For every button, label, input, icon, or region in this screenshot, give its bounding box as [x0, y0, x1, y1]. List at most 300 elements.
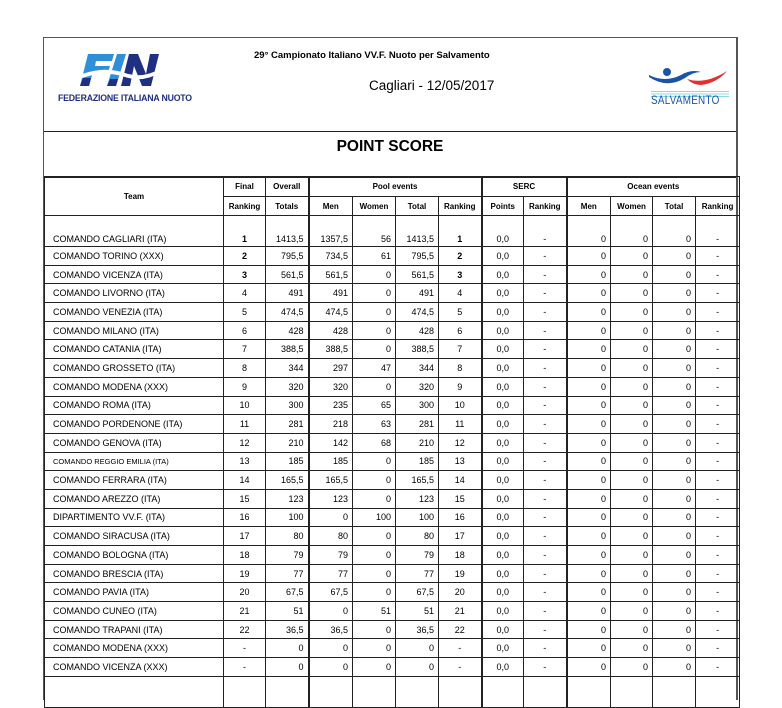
cell-overall: 0: [266, 639, 309, 658]
cell-empty: [696, 676, 740, 707]
cell-team: COMANDO VICENZA (XXX): [45, 658, 224, 677]
cell-pool-women: 0: [353, 620, 396, 639]
table-row-empty: [45, 676, 740, 707]
cell-ocean-men: 0: [567, 415, 611, 434]
cell-pool-women: 0: [353, 265, 396, 284]
cell-overall: 36,5: [266, 620, 309, 639]
cell-empty: [309, 676, 353, 707]
salvamento-logo-text: SALVAMENTO: [651, 95, 720, 107]
cell-team: COMANDO BRESCIA (ITA): [45, 564, 224, 583]
cell-pool-women: 51: [353, 602, 396, 621]
cell-ocean-men: 0: [567, 433, 611, 452]
event-place-date: Cagliari - 12/05/2017: [369, 78, 495, 93]
table-row: [45, 359, 740, 378]
cell-final: 15: [224, 489, 266, 508]
cell-serc-rank: -: [524, 620, 567, 639]
col-header-ocean-total: Total: [653, 197, 696, 216]
cell-ocean-men: 0: [567, 377, 611, 396]
cell-serc-rank: -: [524, 396, 567, 415]
cell-pool-rank: 22: [439, 620, 482, 639]
cell-serc-rank: -: [524, 321, 567, 340]
cell-empty: [653, 676, 696, 707]
cell-pool-women: 47: [353, 359, 396, 378]
cell-ocean-rank: -: [696, 508, 740, 527]
score-table-body: [45, 216, 740, 708]
cell-ocean-total: 0: [653, 620, 696, 639]
cell-ocean-women: 0: [611, 284, 653, 303]
table-row: [45, 527, 740, 546]
cell-serc-points: 0,0: [482, 284, 524, 303]
cell-final: 20: [224, 583, 266, 602]
cell-ocean-women: 0: [611, 564, 653, 583]
cell-pool-women: 100: [353, 508, 396, 527]
cell-overall: 210: [266, 433, 309, 452]
table-row: [45, 508, 740, 527]
table-row: [45, 415, 740, 434]
cell-team: COMANDO CAGLIARI (ITA): [45, 216, 224, 247]
cell-ocean-men: 0: [567, 602, 611, 621]
cell-pool-rank: 16: [439, 508, 482, 527]
page-title: POINT SCORE: [336, 138, 444, 155]
cell-pool-men: 165,5: [309, 471, 353, 490]
cell-serc-rank: -: [524, 452, 567, 471]
cell-pool-rank: 3: [439, 265, 482, 284]
cell-ocean-total: 0: [653, 546, 696, 565]
cell-serc-points: 0,0: [482, 564, 524, 583]
cell-overall: 51: [266, 602, 309, 621]
cell-ocean-women: 0: [611, 216, 653, 247]
cell-ocean-rank: -: [696, 396, 740, 415]
cell-final: -: [224, 658, 266, 677]
cell-ocean-women: 0: [611, 303, 653, 322]
cell-pool-women: 0: [353, 284, 396, 303]
cell-pool-men: 218: [309, 415, 353, 434]
cell-ocean-women: 0: [611, 340, 653, 359]
cell-team: COMANDO MILANO (ITA): [45, 321, 224, 340]
cell-overall: 428: [266, 321, 309, 340]
cell-overall: 185: [266, 452, 309, 471]
cell-ocean-rank: -: [696, 583, 740, 602]
cell-pool-rank: 20: [439, 583, 482, 602]
table-row: [45, 265, 740, 284]
cell-final: 19: [224, 564, 266, 583]
cell-final: 22: [224, 620, 266, 639]
cell-overall: 79: [266, 546, 309, 565]
col-header-ocean-women: Women: [611, 197, 653, 216]
cell-serc-points: 0,0: [482, 247, 524, 266]
table-row: [45, 658, 740, 677]
cell-pool-women: 0: [353, 639, 396, 658]
cell-pool-total: 100: [396, 508, 439, 527]
cell-pool-men: 1357,5: [309, 216, 353, 247]
table-row: [45, 489, 740, 508]
cell-final: 16: [224, 508, 266, 527]
cell-serc-points: 0,0: [482, 321, 524, 340]
cell-pool-men: 123: [309, 489, 353, 508]
cell-serc-points: 0,0: [482, 620, 524, 639]
cell-ocean-men: 0: [567, 216, 611, 247]
cell-pool-men: 80: [309, 527, 353, 546]
document-page: [43, 37, 738, 700]
cell-pool-men: 77: [309, 564, 353, 583]
cell-pool-rank: -: [439, 639, 482, 658]
cell-pool-rank: 12: [439, 433, 482, 452]
cell-team: COMANDO BOLOGNA (ITA): [45, 546, 224, 565]
cell-team: COMANDO CATANIA (ITA): [45, 340, 224, 359]
cell-final: 6: [224, 321, 266, 340]
cell-pool-total: 0: [396, 658, 439, 677]
cell-pool-women: 0: [353, 452, 396, 471]
table-row: [45, 546, 740, 565]
cell-pool-men: 0: [309, 602, 353, 621]
cell-team: COMANDO PORDENONE (ITA): [45, 415, 224, 434]
cell-final: 14: [224, 471, 266, 490]
cell-pool-total: 123: [396, 489, 439, 508]
cell-ocean-rank: -: [696, 340, 740, 359]
cell-pool-women: 0: [353, 658, 396, 677]
cell-ocean-men: 0: [567, 583, 611, 602]
cell-empty: [567, 676, 611, 707]
cell-ocean-total: 0: [653, 265, 696, 284]
cell-ocean-total: 0: [653, 303, 696, 322]
cell-ocean-rank: -: [696, 247, 740, 266]
table-row: [45, 620, 740, 639]
salvamento-swimmer-icon: [647, 63, 729, 89]
cell-pool-total: 165,5: [396, 471, 439, 490]
cell-overall: 80: [266, 527, 309, 546]
cell-serc-points: 0,0: [482, 583, 524, 602]
cell-serc-rank: -: [524, 508, 567, 527]
col-header-pool-men: Men: [309, 197, 353, 216]
table-row: [45, 321, 740, 340]
cell-pool-total: 428: [396, 321, 439, 340]
table-row: [45, 602, 740, 621]
cell-pool-total: 344: [396, 359, 439, 378]
cell-ocean-women: 0: [611, 471, 653, 490]
col-header-team: Team: [45, 177, 224, 216]
cell-team: COMANDO LIVORNO (ITA): [45, 284, 224, 303]
cell-pool-rank: 5: [439, 303, 482, 322]
cell-overall: 165,5: [266, 471, 309, 490]
cell-pool-women: 56: [353, 216, 396, 247]
cell-serc-points: 0,0: [482, 452, 524, 471]
cell-ocean-women: 0: [611, 602, 653, 621]
cell-serc-rank: -: [524, 583, 567, 602]
cell-pool-men: 320: [309, 377, 353, 396]
cell-team: COMANDO PAVIA (ITA): [45, 583, 224, 602]
table-row: [45, 433, 740, 452]
cell-ocean-total: 0: [653, 321, 696, 340]
cell-pool-women: 0: [353, 564, 396, 583]
cell-ocean-rank: -: [696, 216, 740, 247]
cell-overall: 281: [266, 415, 309, 434]
cell-ocean-rank: -: [696, 359, 740, 378]
cell-pool-total: 0: [396, 639, 439, 658]
cell-overall: 795,5: [266, 247, 309, 266]
cell-final: 12: [224, 433, 266, 452]
cell-pool-men: 0: [309, 508, 353, 527]
cell-empty: [482, 676, 524, 707]
cell-ocean-men: 0: [567, 471, 611, 490]
fin-logo-icon: [80, 52, 160, 88]
cell-pool-total: 51: [396, 602, 439, 621]
cell-ocean-total: 0: [653, 527, 696, 546]
cell-serc-points: 0,0: [482, 415, 524, 434]
cell-serc-rank: -: [524, 546, 567, 565]
cell-team: COMANDO GROSSETO (ITA): [45, 359, 224, 378]
cell-ocean-men: 0: [567, 489, 611, 508]
cell-ocean-total: 0: [653, 340, 696, 359]
cell-serc-points: 0,0: [482, 433, 524, 452]
cell-serc-rank: -: [524, 284, 567, 303]
cell-pool-men: 561,5: [309, 265, 353, 284]
cell-ocean-men: 0: [567, 396, 611, 415]
cell-final: 10: [224, 396, 266, 415]
cell-ocean-women: 0: [611, 452, 653, 471]
cell-pool-total: 300: [396, 396, 439, 415]
cell-ocean-total: 0: [653, 377, 696, 396]
cell-ocean-rank: -: [696, 265, 740, 284]
cell-overall: 474,5: [266, 303, 309, 322]
cell-final: -: [224, 639, 266, 658]
cell-serc-points: 0,0: [482, 489, 524, 508]
cell-ocean-rank: -: [696, 564, 740, 583]
cell-pool-women: 65: [353, 396, 396, 415]
col-header-pool-ranking: Ranking: [439, 197, 482, 216]
cell-pool-rank: 10: [439, 396, 482, 415]
cell-overall: 344: [266, 359, 309, 378]
cell-ocean-men: 0: [567, 265, 611, 284]
cell-empty: [396, 676, 439, 707]
cell-ocean-total: 0: [653, 602, 696, 621]
col-header-ocean-men: Men: [567, 197, 611, 216]
col-header-serc-points: Points: [482, 197, 524, 216]
cell-ocean-women: 0: [611, 415, 653, 434]
cell-ocean-total: 0: [653, 216, 696, 247]
cell-ocean-rank: -: [696, 284, 740, 303]
cell-serc-rank: -: [524, 377, 567, 396]
cell-ocean-men: 0: [567, 321, 611, 340]
cell-pool-total: 185: [396, 452, 439, 471]
cell-serc-rank: -: [524, 303, 567, 322]
cell-pool-women: 0: [353, 377, 396, 396]
table-row: [45, 247, 740, 266]
cell-overall: 100: [266, 508, 309, 527]
cell-pool-men: 428: [309, 321, 353, 340]
cell-serc-points: 0,0: [482, 377, 524, 396]
cell-pool-women: 61: [353, 247, 396, 266]
group-header-pool-events: Pool events: [309, 177, 482, 197]
cell-pool-total: 561,5: [396, 265, 439, 284]
cell-final: 5: [224, 303, 266, 322]
cell-pool-rank: 17: [439, 527, 482, 546]
cell-ocean-men: 0: [567, 658, 611, 677]
cell-pool-women: 0: [353, 527, 396, 546]
cell-pool-rank: 7: [439, 340, 482, 359]
cell-ocean-men: 0: [567, 452, 611, 471]
cell-pool-men: 474,5: [309, 303, 353, 322]
cell-ocean-rank: -: [696, 639, 740, 658]
cell-final: 18: [224, 546, 266, 565]
group-header-serc: SERC: [482, 177, 567, 197]
cell-ocean-rank: -: [696, 471, 740, 490]
cell-pool-total: 1413,5: [396, 216, 439, 247]
cell-overall: 123: [266, 489, 309, 508]
cell-ocean-men: 0: [567, 620, 611, 639]
cell-team: COMANDO TORINO (XXX): [45, 247, 224, 266]
cell-ocean-rank: -: [696, 377, 740, 396]
cell-team: COMANDO AREZZO (ITA): [45, 489, 224, 508]
cell-overall: 0: [266, 658, 309, 677]
cell-ocean-men: 0: [567, 303, 611, 322]
cell-final: 13: [224, 452, 266, 471]
cell-pool-rank: -: [439, 658, 482, 677]
table-row: [45, 284, 740, 303]
cell-ocean-rank: -: [696, 658, 740, 677]
cell-pool-rank: 14: [439, 471, 482, 490]
cell-pool-men: 142: [309, 433, 353, 452]
cell-pool-rank: 2: [439, 247, 482, 266]
title-section: [44, 131, 736, 178]
cell-empty: [524, 676, 567, 707]
point-score-table: [44, 176, 740, 708]
cell-pool-men: 0: [309, 639, 353, 658]
cell-final: 8: [224, 359, 266, 378]
cell-pool-rank: 15: [439, 489, 482, 508]
cell-ocean-men: 0: [567, 546, 611, 565]
cell-ocean-women: 0: [611, 396, 653, 415]
cell-pool-rank: 9: [439, 377, 482, 396]
cell-pool-total: 795,5: [396, 247, 439, 266]
cell-serc-rank: -: [524, 639, 567, 658]
cell-ocean-men: 0: [567, 508, 611, 527]
cell-pool-women: 0: [353, 471, 396, 490]
cell-pool-men: 0: [309, 658, 353, 677]
cell-ocean-women: 0: [611, 658, 653, 677]
cell-overall: 300: [266, 396, 309, 415]
event-title: 29° Campionato Italiano VV.F. Nuoto per Salvamento: [254, 50, 490, 61]
cell-empty: [45, 676, 224, 707]
cell-ocean-women: 0: [611, 265, 653, 284]
cell-ocean-women: 0: [611, 527, 653, 546]
cell-empty: [266, 676, 309, 707]
cell-pool-rank: 1: [439, 216, 482, 247]
cell-pool-men: 67,5: [309, 583, 353, 602]
cell-pool-rank: 19: [439, 564, 482, 583]
cell-pool-total: 388,5: [396, 340, 439, 359]
cell-ocean-women: 0: [611, 433, 653, 452]
document-header: [44, 38, 736, 132]
cell-pool-rank: 8: [439, 359, 482, 378]
cell-pool-rank: 4: [439, 284, 482, 303]
table-row: [45, 471, 740, 490]
cell-ocean-rank: -: [696, 415, 740, 434]
cell-overall: 320: [266, 377, 309, 396]
cell-empty: [353, 676, 396, 707]
cell-serc-rank: -: [524, 216, 567, 247]
cell-ocean-men: 0: [567, 247, 611, 266]
cell-ocean-men: 0: [567, 284, 611, 303]
cell-final: 17: [224, 527, 266, 546]
group-header-ocean-events: Ocean events: [567, 177, 740, 197]
cell-pool-total: 79: [396, 546, 439, 565]
col-header-ocean-ranking: Ranking: [696, 197, 740, 216]
cell-ocean-rank: -: [696, 546, 740, 565]
cell-pool-rank: 11: [439, 415, 482, 434]
cell-ocean-women: 0: [611, 639, 653, 658]
col-header-overall-totals: Totals: [266, 197, 309, 216]
cell-pool-rank: 6: [439, 321, 482, 340]
cell-serc-points: 0,0: [482, 303, 524, 322]
cell-ocean-total: 0: [653, 247, 696, 266]
cell-pool-men: 185: [309, 452, 353, 471]
cell-serc-rank: -: [524, 471, 567, 490]
cell-team: COMANDO SIRACUSA (ITA): [45, 527, 224, 546]
table-row: [45, 303, 740, 322]
cell-serc-rank: -: [524, 433, 567, 452]
table-row: [45, 639, 740, 658]
col-header-pool-women: Women: [353, 197, 396, 216]
cell-ocean-women: 0: [611, 583, 653, 602]
cell-ocean-men: 0: [567, 340, 611, 359]
cell-pool-men: 491: [309, 284, 353, 303]
cell-ocean-total: 0: [653, 658, 696, 677]
cell-final: 7: [224, 340, 266, 359]
cell-overall: 388,5: [266, 340, 309, 359]
cell-pool-men: 36,5: [309, 620, 353, 639]
cell-pool-women: 0: [353, 303, 396, 322]
cell-ocean-total: 0: [653, 284, 696, 303]
cell-serc-points: 0,0: [482, 359, 524, 378]
cell-team: COMANDO VENEZIA (ITA): [45, 303, 224, 322]
cell-serc-rank: -: [524, 340, 567, 359]
cell-serc-rank: -: [524, 415, 567, 434]
cell-final: 9: [224, 377, 266, 396]
cell-serc-points: 0,0: [482, 639, 524, 658]
col-header-overall-top: Overall: [266, 177, 309, 197]
cell-team: DIPARTIMENTO VV.F. (ITA): [45, 508, 224, 527]
cell-ocean-total: 0: [653, 508, 696, 527]
cell-ocean-total: 0: [653, 359, 696, 378]
cell-ocean-rank: -: [696, 489, 740, 508]
table-row: [45, 340, 740, 359]
cell-ocean-total: 0: [653, 471, 696, 490]
cell-overall: 67,5: [266, 583, 309, 602]
cell-ocean-women: 0: [611, 546, 653, 565]
cell-pool-men: 235: [309, 396, 353, 415]
cell-team: COMANDO FERRARA (ITA): [45, 471, 224, 490]
cell-pool-men: 297: [309, 359, 353, 378]
cell-ocean-total: 0: [653, 583, 696, 602]
cell-ocean-rank: -: [696, 452, 740, 471]
cell-pool-total: 320: [396, 377, 439, 396]
cell-serc-rank: -: [524, 359, 567, 378]
cell-ocean-total: 0: [653, 415, 696, 434]
cell-overall: 561,5: [266, 265, 309, 284]
cell-empty: [439, 676, 482, 707]
cell-pool-total: 77: [396, 564, 439, 583]
cell-pool-total: 281: [396, 415, 439, 434]
cell-ocean-rank: -: [696, 303, 740, 322]
cell-ocean-total: 0: [653, 489, 696, 508]
cell-team: COMANDO VICENZA (ITA): [45, 265, 224, 284]
cell-pool-women: 0: [353, 546, 396, 565]
cell-ocean-rank: -: [696, 620, 740, 639]
cell-serc-points: 0,0: [482, 546, 524, 565]
table-row: [45, 452, 740, 471]
cell-team: COMANDO REGGIO EMILIA (ITA): [45, 452, 224, 471]
cell-ocean-women: 0: [611, 247, 653, 266]
